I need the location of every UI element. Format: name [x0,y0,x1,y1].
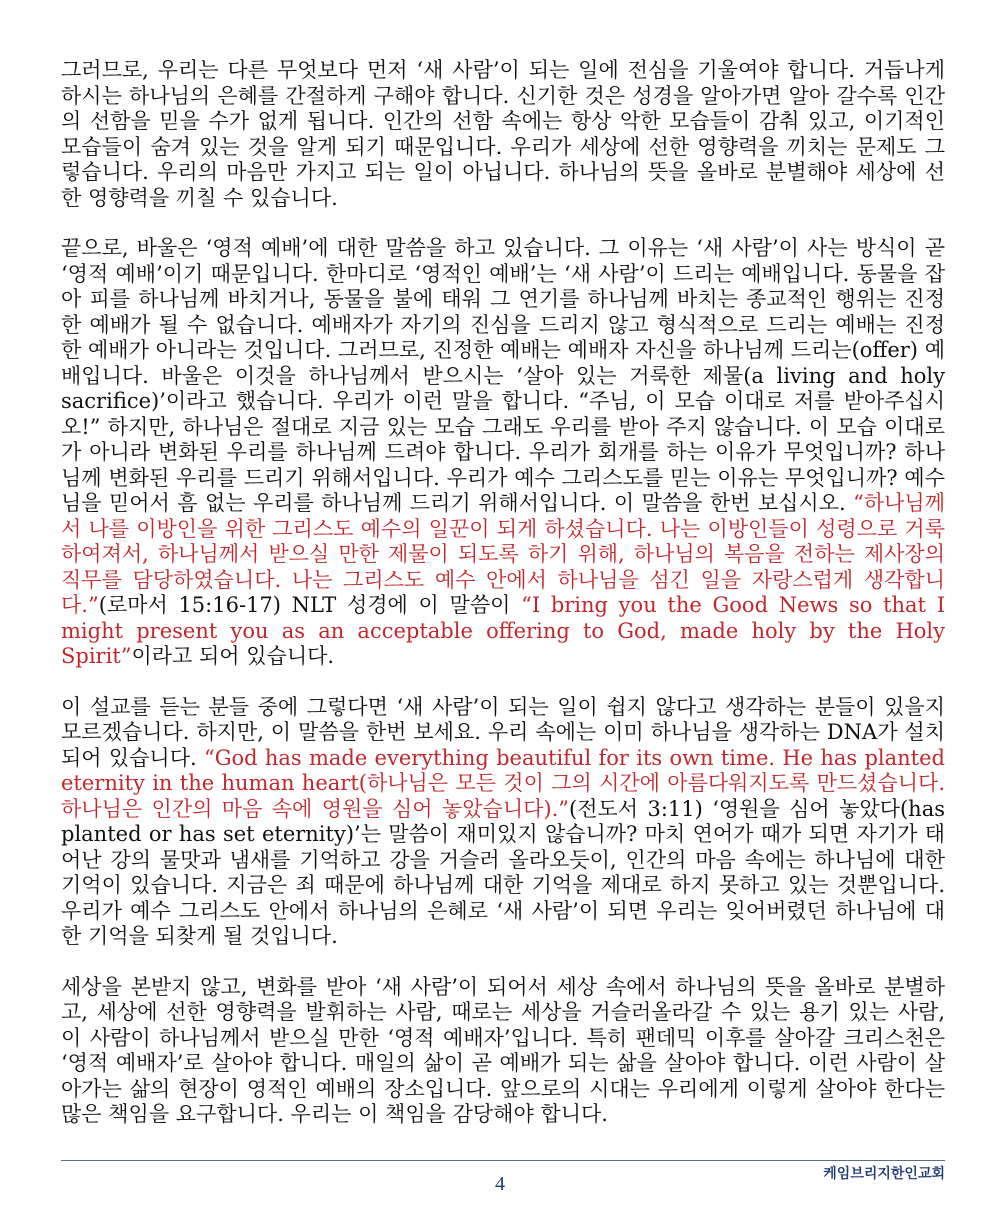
paragraph-text: (전도서 3:11) ‘영원을 심어 놓았다(has planted or has set eternity)’는 말씀이 재미있지 않습니까? 마치 연어가 때가 되면 자기가 태어난 강의 물맛과 냄새를 기억하고 강을 거슬러 올라오듯이, 인간의 마음 속에는 하나님에 대한 기억이 있습니다. 지금은 죄 때문에 하나님께 대한 기억을 제대로 하지 못하고 있는 것뿐입니다. 우리가 예수 그리스도 안에서 하나님의 은혜로 ‘새 사람’이 되면 우리는 잊어버렸던 하나님에 대한 기억을 되찾게 될 것입니다. [61,796,945,948]
footer-divider [61,1160,945,1161]
paragraph-text: 끝으로, 바울은 ‘영적 예배’에 대한 말씀을 하고 있습니다. 그 이유는 ‘새 사람’이 사는 방식이 곧 ‘영적 예배’이기 때문입니다. 한마디로 ‘영적인 예배’는 ‘새 사람’이 드리는 예배입니다. 동물을 잡아 피를 하나님께 바치거나, 동물을 불에 태워 그 연기를 하나님께 바치는 종교적인 행위는 진정한 예배가 될 수 없습니다. 예배자가 자기의 진심을 드리지 않고 형식적으로 드리는 예배는 진정한 예배가 아니라는 것입니다. 그러므로, 진정한 예배는 예배자 자신을 하나님께 드리는(offer) 예배입니다. 바울은 이것을 하나님께서 받으시는 ‘살아 있는 거룩한 제물(a living and holy sacrifice)’이라고 했습니다. 우리가 이런 말을 합니다. “주님, 이 모습 이대로 저를 받아주십시오!” 하지만, 하나님은 절대로 지금 있는 모습 그래도 우리를 받아 주지 않습니다. 이 모습 이대로가 아니라 변화된 우리를 하나님께 드려야 합니다. 우리가 회개를 하는 이유가 무엇입니까? 하나님께 변화된 우리를 드리기 위해서입니다. 우리가 예수 그리스도를 믿는 이유는 무엇입니까? 예수님을 믿어서 흠 없는 우리를 하나님께 드리기 위해서입니다. 이 말씀을 한번 보십시오. [61,236,945,515]
scripture-reference: (로마서 15:16-17) NLT 성경에 이 말씀이 [98,593,522,617]
paragraph-eternity [61,695,945,950]
scripture-quote-nlt: “I bring you the Good News so that I might present you as an acceptable offering to God, made holy by the Holy Spirit” [61,593,945,668]
page-number: 4 [495,1173,505,1195]
paragraph-text: 세상을 본받지 않고, 변화를 받아 ‘새 사람’이 되어서 세상 속에서 하나님의 뜻을 올바로 분별하고, 세상에 선한 영향력을 발휘하는 사람, 때로는 세상을 거슬러올라갈 수 있는 용기 있는 사람, 이 사람이 하나님께서 받으실 만한 ‘영적 예배자’입니다. 특히 팬데믹 이후를 살아갈 크리스천은 ‘영적 예배자’로 살아야 합니다. 매일의 삶이 곧 예배가 되는 삶을 살아야 합니다. 이런 사람이 살아가는 삶의 현장이 영적인 예배의 장소입니다. 앞으로의 시대는 우리에게 이렇게 살아야 한다는 많은 책임을 요구합니다. 우리는 이 책임을 감당해야 합니다. [61,974,945,1126]
scripture-quote-ecclesiastes: “God has made everything beautiful for its own time. He has planted eternity in the human heart(하나님은 모든 것이 그의 시간에 아름다워지도록 만드셨습니다. 하나님은 인간의 마음 속에 영원을 심어 놓았습니다).” [61,745,945,821]
paragraph-spiritual-worship [61,236,945,670]
scripture-quote-romans: “하나님께서 나를 이방인을 위한 그리스도 예수의 일꾼이 되게 하셨습니다. 나는 이방인들이 성령으로 거룩하여져서, 하나님께서 받으실 만한 제물이 되도록 하기 위해, 하나님의 복음을 전하는 제사장의 직무를 담당하였습니다. 나는 그리스도 예수 안에서 하나님을 섬긴 일을 자랑스럽게 생각합니다.” [61,491,945,617]
document-body [61,58,945,1153]
paragraph-text: 이라고 되어 있습니다. [131,644,335,668]
paragraph-text: 이 설교를 듣는 분들 중에 그렇다면 ‘새 사람’이 되는 일이 쉽지 않다고 생각하는 분들이 있을지 모르겠습니다. 하지만, 이 말씀을 한번 보세요. 우리 속에는 이미 하나님을 생각하는 DNA가 설치되어 있습니다. [61,694,945,770]
paragraph-conclusion [61,975,945,1128]
church-name: 케임브리지한인교회 [823,1166,945,1182]
paragraph-text: 그러므로, 우리는 다른 무엇보다 먼저 ‘새 사람’이 되는 일에 전심을 기울여야 합니다. 거듭나게 하시는 하나님의 은혜를 간절하게 구해야 합니다. 신기한 것은 성경을 알아가면 알아 갈수록 인간의 선함을 믿을 수가 없게 됩니다. 인간의 선함 속에는 항상 악한 모습들이 감춰 있고, 이기적인 모습들이 숨겨 있는 것을 알게 되기 때문입니다. 우리가 세상에 선한 영향력을 끼치는 문제도 그렇습니다. 우리의 마음만 가지고 되는 일이 아닙니다. 하나님의 뜻을 올바로 분별해야 세상에 선한 영향력을 끼칠 수 있습니다. [61,58,945,210]
paragraph-new-self [61,58,945,211]
